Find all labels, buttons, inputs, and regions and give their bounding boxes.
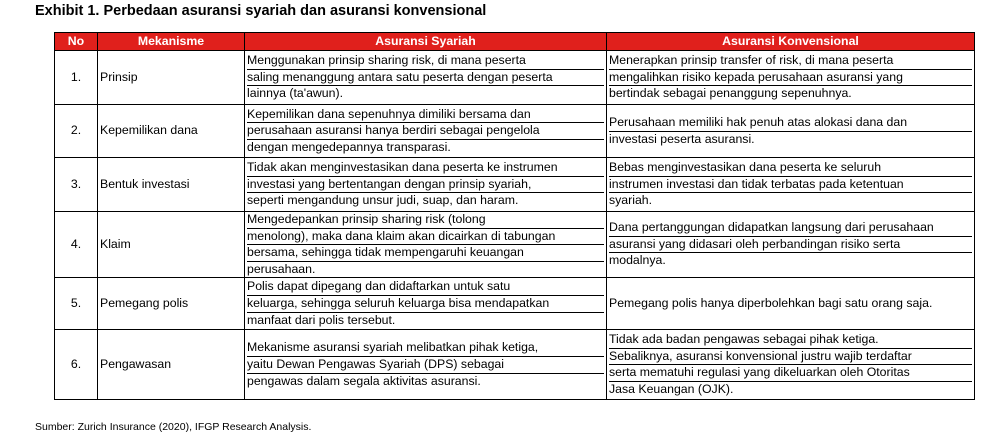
syariah-text-line: Tidak akan menginvestasikan dana peserta ke instrumen	[247, 160, 604, 177]
row-number: 3.	[55, 158, 98, 212]
konvensional-text-line: syariah.	[609, 193, 653, 208]
exhibit-title: Exhibit 1. Perbedaan asuransi syariah dan asuransi konvensional	[35, 3, 487, 19]
table-row	[55, 330, 975, 400]
konvensional-text-line: Perusahaan memiliki hak penuh atas alokasi dana dan	[609, 115, 972, 132]
syariah-cell	[245, 51, 607, 105]
konvensional-text-line: Menerapkan prinsip transfer of risk, di mana peserta	[609, 53, 972, 70]
row-number: 6.	[55, 330, 98, 400]
konvensional-text-line: asuransi yang didasari oleh perbandingan risiko serta	[609, 237, 972, 254]
konvensional-text-line: investasi peserta asuransi.	[609, 131, 755, 146]
konvensional-text-line: modalnya.	[609, 253, 666, 268]
mechanism-cell: Kepemilikan dana	[98, 105, 245, 158]
header-syariah: Asuransi Syariah	[245, 33, 607, 51]
konvensional-text-line: bertindak sebagai penanggung sepenuhnya.	[609, 86, 852, 101]
konvensional-cell	[607, 105, 975, 158]
syariah-text-line: Polis dapat dipegang dan didaftarkan untuk satu	[247, 279, 604, 296]
header-konvensional: Asuransi Konvensional	[607, 33, 975, 51]
table-row	[55, 158, 975, 212]
konvensional-text-line: serta mematuhi regulasi yang dikeluarkan oleh Otoritas	[609, 365, 972, 382]
konvensional-text-line: mengalihkan risiko kepada perusahaan asuransi yang	[609, 70, 972, 87]
syariah-text-line: manfaat dari polis tersebut.	[247, 312, 396, 327]
syariah-text-line: yaitu Dewan Pengawas Syariah (DPS) sebagai	[247, 357, 604, 374]
mechanism-cell: Pemegang polis	[98, 278, 245, 330]
header-mechanism: Mekanisme	[98, 33, 245, 51]
table-row	[55, 105, 975, 158]
syariah-text-line: seperti mengandung unsur judi, suap, dan haram.	[247, 193, 519, 208]
syariah-text-line: dengan mengedepannya transparasi.	[247, 139, 451, 154]
mechanism-cell: Prinsip	[98, 51, 245, 105]
syariah-text-line: Mengedepankan prinsip sharing risk (tolong	[247, 212, 604, 229]
syariah-text-line: Kepemilikan dana sepenuhnya dimiliki bersama dan	[247, 107, 604, 124]
mechanism-cell: Klaim	[98, 212, 245, 278]
konvensional-cell	[607, 158, 975, 212]
syariah-text-line: Menggunakan prinsip sharing risk, di mana peserta	[247, 53, 604, 70]
row-number: 1.	[55, 51, 98, 105]
konvensional-text-line: Sebaliknya, asuransi konvensional justru wajib terdaftar	[609, 349, 972, 366]
syariah-text-line: investasi yang bertentangan dengan prinsip syariah,	[247, 177, 604, 194]
konvensional-text-line: instrumen investasi dan tidak terbatas pada ketentuan	[609, 177, 972, 194]
source-note: Sumber: Zurich Insurance (2020), IFGP Research Analysis.	[35, 421, 312, 433]
syariah-text-line: lainnya (ta'awun).	[247, 86, 343, 101]
konvensional-text-line: Dana pertanggungan didapatkan langsung dari perusahaan	[609, 220, 972, 237]
konvensional-cell	[607, 330, 975, 400]
konvensional-cell	[607, 278, 975, 330]
row-number: 4.	[55, 212, 98, 278]
syariah-text-line: pengawas dalam segala aktivitas asuransi.	[247, 373, 481, 388]
comparison-table	[54, 32, 975, 400]
konvensional-cell	[607, 212, 975, 278]
syariah-text-line: menolong), maka dana klaim akan dicairkan di tabungan	[247, 229, 604, 246]
konvensional-cell	[607, 51, 975, 105]
syariah-cell	[245, 105, 607, 158]
header-no: No	[55, 33, 98, 51]
konvensional-text-line: Tidak ada badan pengawas sebagai pihak ketiga.	[609, 332, 972, 349]
konvensional-text-line: Bebas menginvestasikan dana peserta ke seluruh	[609, 160, 972, 177]
syariah-cell	[245, 278, 607, 330]
syariah-text-line: keluarga, sehingga seluruh keluarga bisa mendapatkan	[247, 296, 604, 313]
mechanism-cell: Bentuk investasi	[98, 158, 245, 212]
syariah-text-line: perusahaan asuransi hanya berdiri sebagai pengelola	[247, 123, 604, 140]
syariah-cell	[245, 212, 607, 278]
konvensional-text-line: Jasa Keuangan (OJK).	[609, 381, 734, 396]
syariah-cell	[245, 158, 607, 212]
syariah-text-line: saling menanggung antara satu peserta dengan peserta	[247, 70, 604, 87]
table-header-row	[55, 33, 975, 51]
table-row	[55, 212, 975, 278]
row-number: 5.	[55, 278, 98, 330]
table-row	[55, 278, 975, 330]
syariah-cell	[245, 330, 607, 400]
konvensional-text-line: Pemegang polis hanya diperbolehkan bagi satu orang saja.	[609, 296, 933, 311]
syariah-text-line: Mekanisme asuransi syariah melibatkan pihak ketiga,	[247, 340, 604, 357]
table-row	[55, 51, 975, 105]
mechanism-cell: Pengawasan	[98, 330, 245, 400]
syariah-text-line: bersama, sehingga tidak mempengaruhi keuangan	[247, 245, 604, 262]
syariah-text-line: perusahaan.	[247, 261, 316, 276]
row-number: 2.	[55, 105, 98, 158]
